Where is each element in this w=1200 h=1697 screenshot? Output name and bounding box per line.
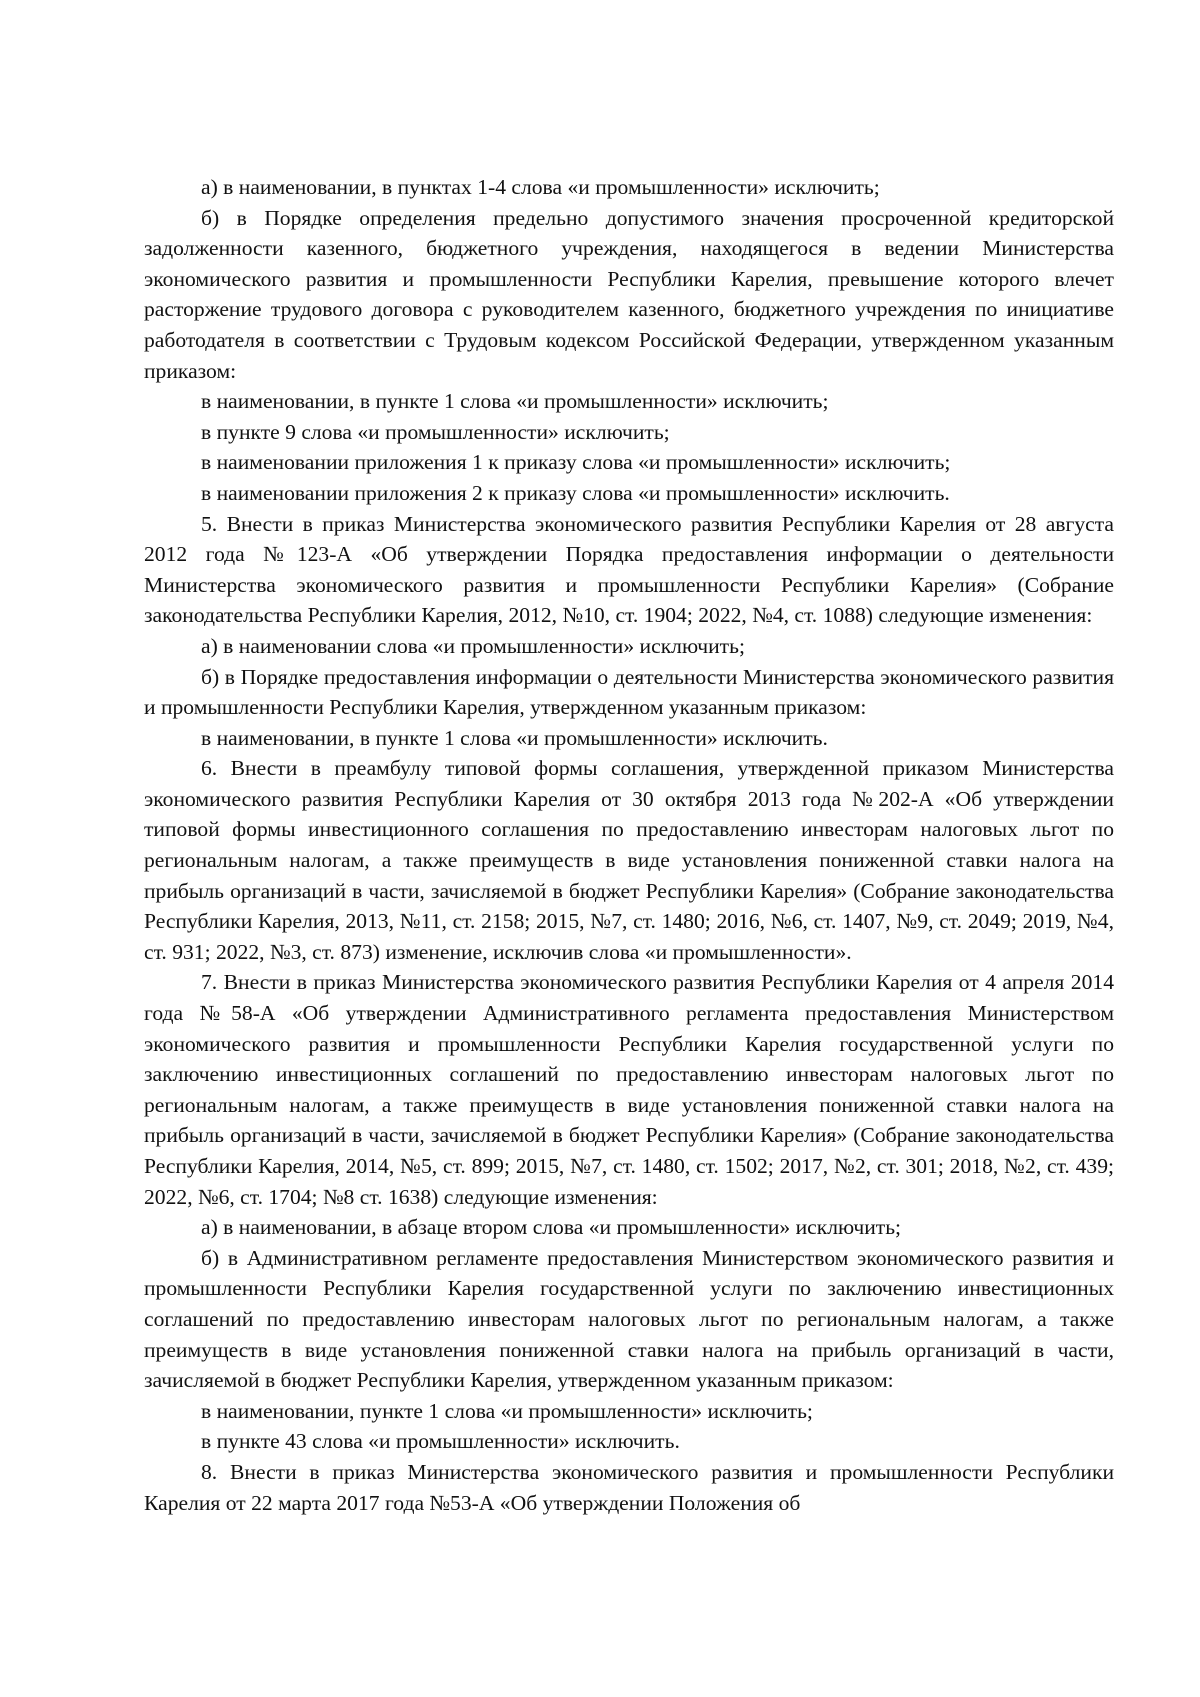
paragraph-6: 6. Внести в преамбулу типовой формы соглашения, утвержденной приказом Министерства экономического развития Республики Карелия от 30 октября 2013 года №202-А «Об утверждении типовой формы инвестиционного соглашения по предоставлению инвесторам налоговых льгот по региональным налогам, а также преимуществ в виде установления пониженной ставки налога на прибыль организаций в части, зачисляемой в бюджет Республики Карелия» (Собрание законодательства Республики Карелия, 2013, №11, ст. 2158; 2015, №7, ст. 1480; 2016, №6, ст. 1407, №9, ст. 2049; 2019, №4, ст. 931; 2022, №3, ст. 873) изменение, исключив слова «и промышленности». <box>144 756 1114 964</box>
paragraph-4b-item-2: в пункте 9 слова «и промышленности» исключить; <box>201 419 670 444</box>
paragraph-5b-item-1: в наименовании, в пункте 1 слова «и промышленности» исключить. <box>201 725 828 750</box>
paragraph-4b: б) в Порядке определения предельно допустимого значения просроченной кредиторской задолженности казенного, бюджетного учреждения, находящегося в ведении Министерства экономического развития и промышленности Республики Карелия, превышение которого влечет расторжение трудового договора с руководителем казенного, бюджетного учреждения по инициативе работодателя в соответствии с Трудовым кодексом Российской Федерации, утвержденном указанным приказом: <box>144 205 1114 383</box>
paragraph-4b-item-4: в наименовании приложения 2 к приказу слова «и промышленности» исключить. <box>201 480 950 505</box>
paragraph-4b-item-1: в наименовании, в пункте 1 слова «и промышленности» исключить; <box>201 389 829 414</box>
paragraph-5b: б) в Порядке предоставления информации о деятельности Министерства экономического развития и промышленности Республики Карелия, утвержденном указанным приказом: <box>144 664 1114 720</box>
paragraph-7b: б) в Административном регламенте предоставления Министерством экономического развития и промышленности Республики Карелия государственной услуги по заключению инвестиционных соглашений по предоставлению инвесторам налоговых льгот по региональным налогам, а также преимуществ в виде установления пониженной ставки налога на прибыль организаций в части, зачисляемой в бюджет Республики Карелия, утвержденном указанным приказом: <box>144 1245 1114 1393</box>
paragraph-4a: а) в наименовании, в пунктах 1-4 слова «и промышленности» исключить; <box>201 175 880 199</box>
document-body <box>144 172 1114 1518</box>
paragraph-4b-item-3: в наименовании приложения 1 к приказу слова «и промышленности» исключить; <box>201 450 951 475</box>
paragraph-7a: а) в наименовании, в абзаце втором слова «и промышленности» исключить; <box>201 1215 902 1240</box>
paragraph-7: 7. Внести в приказ Министерства экономического развития Республики Карелия от 4 апреля 2014 года №58-А «Об утверждении Административного регламента предоставления Министерством экономического развития и промышленности Республики Карелия государственной услуги по заключению инвестиционных соглашений по предоставлению инвесторам налоговых льгот по региональным налогам, а также преимуществ в виде установления пониженной ставки налога на прибыль организаций в части, зачисляемой в бюджет Республики Карелия» (Собрание законодательства Республики Карелия, 2014, №5, ст. 899; 2015, №7, ст. 1480, ст. 1502; 2017, №2, ст. 301; 2018, №2, ст. 439; 2022, №6, ст. 1704; №8 ст. 1638) следующие изменения: <box>144 970 1114 1209</box>
paragraph-5a: а) в наименовании слова «и промышленности» исключить; <box>201 633 745 658</box>
paragraph-7b-item-2: в пункте 43 слова «и промышленности» исключить. <box>201 1429 680 1454</box>
paragraph-7b-item-1: в наименовании, пункте 1 слова «и промышленности» исключить; <box>201 1398 813 1423</box>
paragraph-5: 5. Внести в приказ Министерства экономического развития Республики Карелия от 28 августа 2012 года №123-А «Об утверждении Порядка предоставления информации о деятельности Министерства экономического развития и промышленности Республики Карелия» (Собрание законодательства Республики Карелия, 2012, №10, ст. 1904; 2022, №4, ст. 1088) следующие изменения: <box>144 511 1114 628</box>
paragraph-8: 8. Внести в приказ Министерства экономического развития и промышленности Республики Карелия от 22 марта 2017 года №53-А «Об утверждении Положения об <box>144 1459 1114 1515</box>
